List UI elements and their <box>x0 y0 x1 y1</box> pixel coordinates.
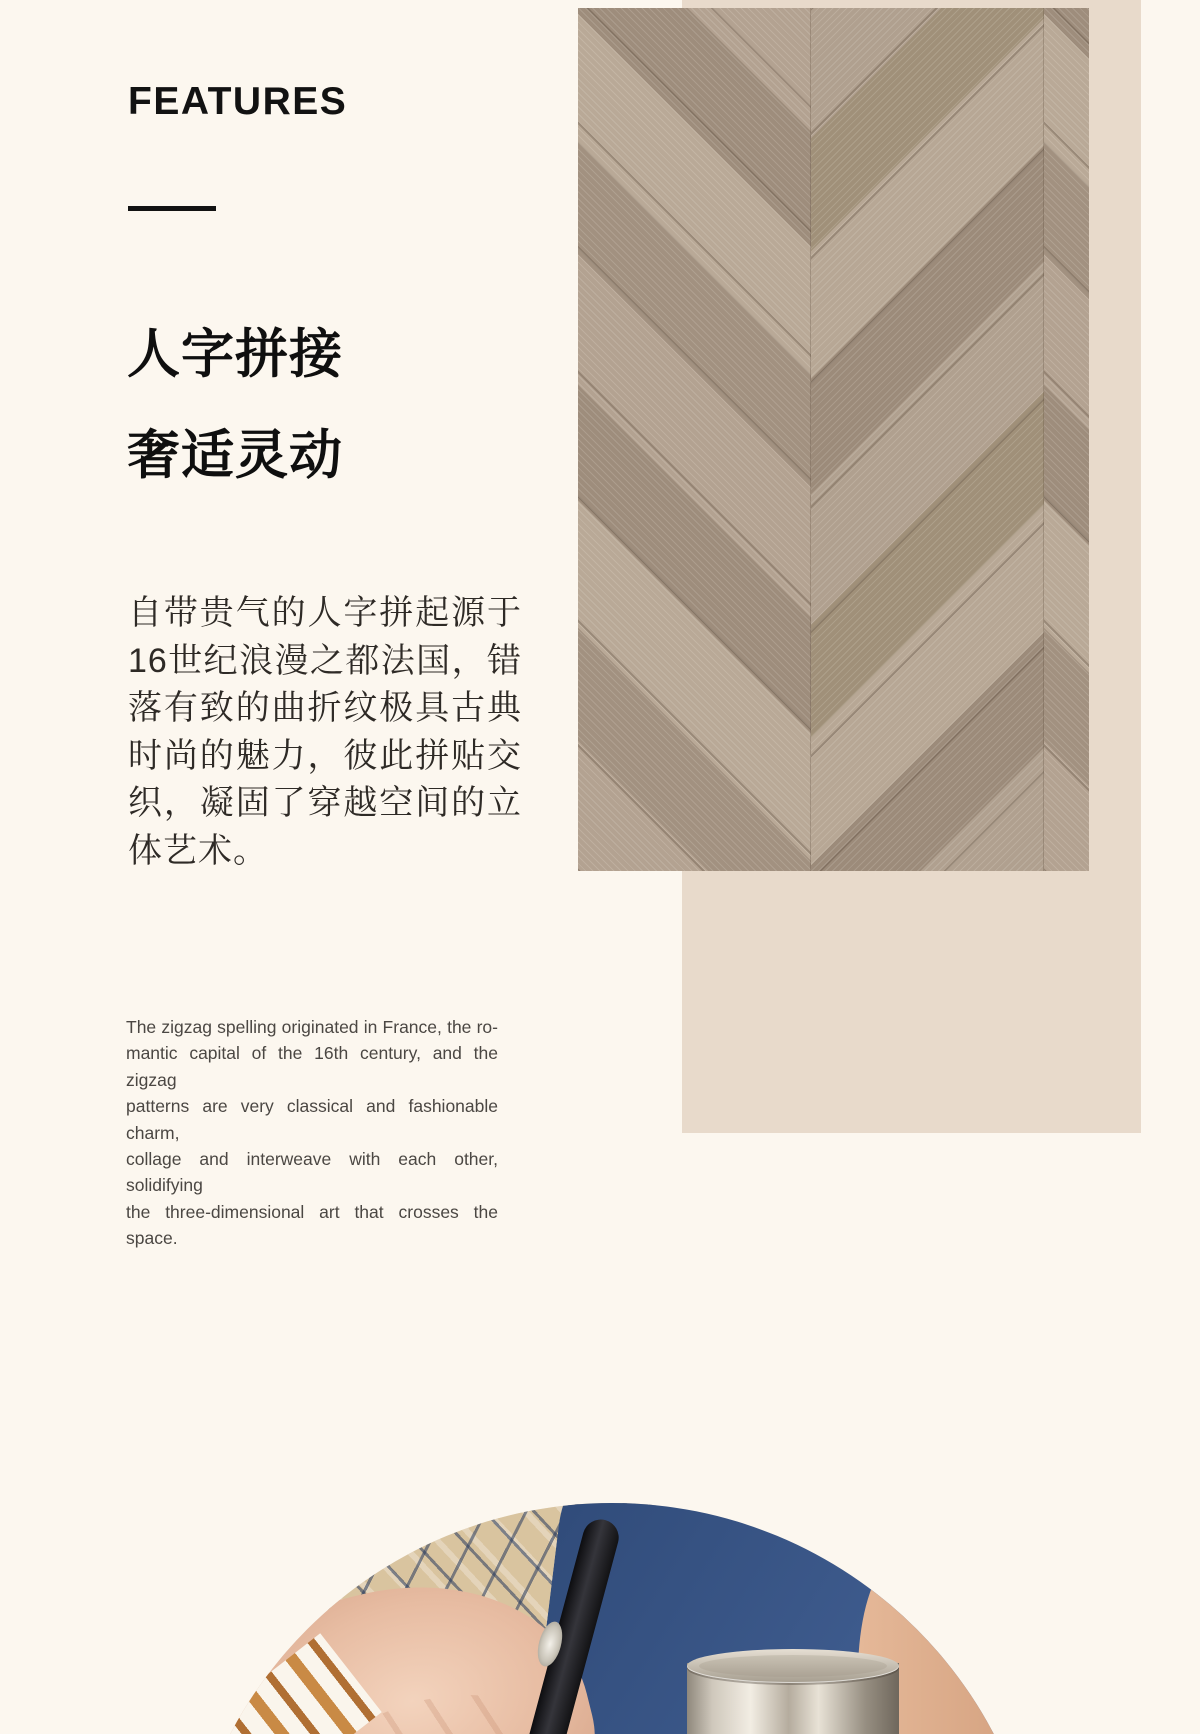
section-title-line1: 人字拼接 <box>127 325 343 384</box>
english-description-line: patterns are very classical and fashionable charm, <box>126 1096 498 1143</box>
section-title-line2: 奢适灵动 <box>127 426 343 485</box>
chinese-description-line: 体艺术。 <box>128 831 268 870</box>
chinese-description-line: 织，凝固了穿越空间的立 <box>128 784 522 823</box>
chinese-description-line: 自带贵气的人字拼起源于 <box>128 594 522 632</box>
divider-dash <box>128 206 216 211</box>
section-title <box>127 304 343 506</box>
chinese-description-line: 落有致的曲折纹极具古典 <box>128 689 522 728</box>
english-description-line: mantic capital of the 16th century, and the zigzag <box>126 1043 498 1090</box>
english-description-line: the three-dimensional art that crosses the space. <box>126 1201 498 1249</box>
chinese-description-line: 16世纪浪漫之都法国，错 <box>128 641 522 680</box>
herringbone-floor-image <box>578 8 1089 871</box>
craftsman-photo <box>181 1503 1043 1734</box>
english-description <box>126 1014 498 1252</box>
herringbone-column <box>1044 8 1089 871</box>
herringbone-column <box>811 8 1044 871</box>
herringbone-column <box>578 8 811 871</box>
metal-can-rim-inner <box>699 1655 887 1677</box>
chinese-description-line: 时尚的魅力，彼此拼贴交 <box>128 736 522 775</box>
english-description-line: The zigzag spelling originated in France, the ro- <box>126 1017 498 1037</box>
english-description-line: collage and interweave with each other, solidifying <box>126 1149 498 1196</box>
section-eyebrow: FEATURES <box>128 80 348 123</box>
chinese-description <box>128 590 522 876</box>
